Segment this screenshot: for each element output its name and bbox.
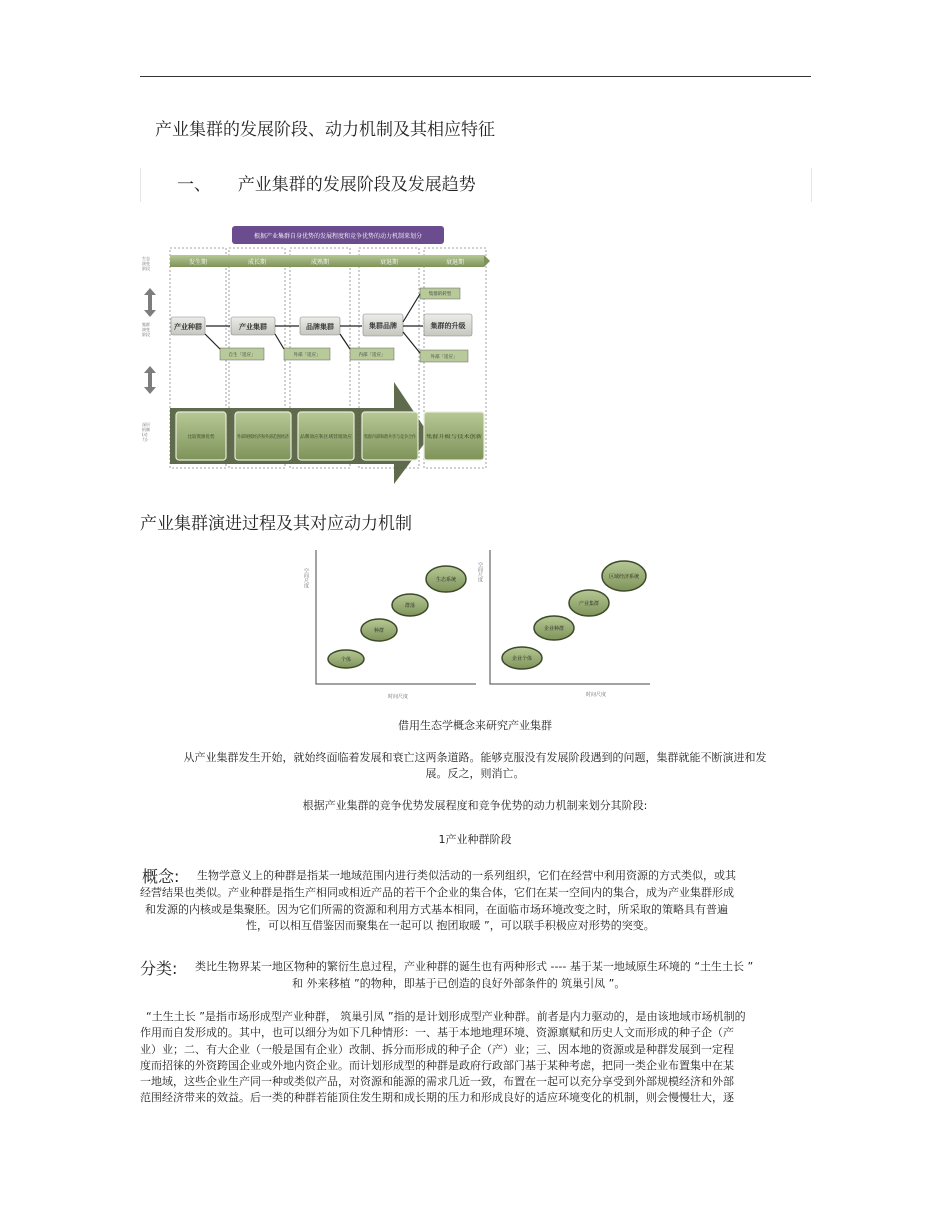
phase-label-1: 发生期 [188, 259, 208, 266]
left-stage-label-1: 个体 [340, 657, 352, 663]
stage-label-2: 产业集群 [239, 323, 267, 331]
sub-label-4: 外部「适应」 [430, 355, 458, 360]
paragraph-3-line-2: 作用而自发形成的。其中，也可以细分为如下几种情形：一、基于本地地理环境、资源禀赋和历史人文而形成的种子企（产 [140, 1026, 734, 1039]
sub-label-5: 集群的转型 [428, 292, 452, 297]
phase-label-2: 成长期 [247, 259, 267, 266]
ecology-analogy-figure [300, 548, 655, 703]
paragraph-3-line-6: 范围经济带来的效益。后一类的种群若能顶住发生期和成长期的压力和形成良好的适应环境变化的机制，则会慢慢壮大，逐 [140, 1091, 734, 1104]
concept-line-2: 经营结果也类似。产业种群是指生产相同或相近产品的若干个企业的集合体，它们在某一空间内的集合，成为产业集群形成 [140, 886, 734, 899]
left-label-cluster: 集群 [142, 322, 150, 327]
left-ylabel: 空间尺度 [303, 568, 309, 588]
section-2-heading: 产业集群演进过程及其对应动力机制 [140, 514, 412, 534]
mechanism-label-4: 集群内部和谐共享与竞争合作 [364, 435, 423, 440]
mechanism-label-5: 集群升级与技术创新 [426, 435, 467, 440]
sub-label-2: 外部「适应」 [293, 353, 321, 358]
page-title: 产业集群的发展阶段、动力机制及其相应特征 [155, 120, 495, 140]
paragraph-1-line-2: 展。反之，则消亡。 [425, 767, 525, 780]
left-label-eco-2: 演变 [142, 261, 150, 266]
phase-bar-arrow [484, 255, 490, 267]
axes [316, 550, 650, 684]
left-label-eco: 生态 [142, 256, 150, 261]
right-xlabel: 时间尺度 [586, 692, 607, 698]
classification-line-1: 类比生物界某一地区物种的繁衍生息过程，产业种群的诞生也有两种形式 ---- 基于某一地域原生环境的 “土生土长 ” [195, 960, 754, 973]
left-stage-label-2: 种群 [373, 628, 385, 634]
concept-line-1: 生物学意义上的种群是指某一地域范围内进行类似活动的一系列组织，它们在经营中利用资源的方式类似，或其 [197, 869, 736, 882]
left-label-mech-3: (动 [142, 432, 148, 437]
classification-label: 分类: [140, 959, 178, 978]
double-arrow-icon [144, 288, 156, 394]
figure-caption: 借用生态学概念来研究产业集群 [398, 719, 552, 732]
left-label-cluster-3: 阶段 [142, 332, 150, 337]
sub-label-1: 自生「适应」 [228, 353, 256, 358]
paragraph-2: 根据产业集群的竞争优势发展程度和竞争优势的动力机制来划分其阶段: [302, 799, 648, 812]
diagram-banner-text: 根据产业集群自身优势的发展程度和竞争优势的动力机制来划分 [253, 233, 423, 240]
phase-label-3: 成熟期 [310, 259, 330, 266]
stage-label-1: 产业种群 [174, 323, 202, 331]
left-xlabel: 时间尺度 [388, 694, 409, 700]
mechanism-label-2: 外部规模经济和外部范围经济 [237, 435, 296, 440]
phase-label-4: 衰退期 [379, 259, 399, 266]
concept-line-4: 性，可以相互借鉴因而聚集在一起可以 抱团取暖 ”，可以联手积极应对形势的突变。 [246, 919, 655, 932]
left-label-eco-3: 阶段 [142, 266, 150, 271]
section-heading [177, 170, 476, 195]
section-number: 一、 [177, 175, 211, 195]
right-stage-label-3: 产业集群 [578, 601, 600, 607]
paragraph-3-line-1: “土生土长 ”是指市场形成型产业种群， 筑巢引凤 ”指的是计划形成型产业种群。前者是内力驱动的，是由该地域市场机制的 [146, 1010, 746, 1023]
right-stage-label-1: 企业个体 [511, 656, 533, 662]
classification-line-2: 和 外来移植 ”的物种，即基于已创造的良好外部条件的 筑巢引凤 ”。 [292, 977, 626, 990]
header-rule [140, 76, 811, 77]
paragraph-1-line-1: 从产业集群发生开始，就始终面临着发展和衰亡这两条道路。能够克服没有发展阶段遇到的问题，集群就能不断演进和发 [183, 751, 767, 764]
mechanism-label-3: 品牌效应和区域营销效应 [300, 435, 350, 440]
left-stage-label-3: 群落 [404, 603, 416, 609]
concept-line-3: 和发源的内核或是集聚胚。因为它们所需的资源和利用方式基本相同，在面临市场环境改变之时，所采取的策略具有普遍 [145, 903, 728, 916]
phase-label-5: 衰退期 [445, 259, 465, 266]
right-stage-label-2: 企业种群 [543, 626, 565, 632]
stage-1-heading: 1产业种群阶段 [438, 833, 512, 846]
stage-label-4: 集群品牌 [369, 322, 397, 330]
section-title: 产业集群的发展阶段及发展趋势 [237, 175, 476, 195]
sub-label-3: 内部「适应」 [358, 353, 386, 358]
left-label-mech: 深层 [142, 422, 150, 427]
left-label-cluster-2: 演变 [142, 327, 150, 332]
mechanism-label-1: 比较资源优势 [187, 435, 215, 440]
left-label-mech-2: 机制 [142, 427, 150, 432]
stage-diagram [140, 222, 490, 490]
paragraph-3-line-4: 度而招徕的外资跨国企业或外地内资企业。而计划形成型的种群是政府行政部门基于某种考虑，把同一类企业布置集中在某 [140, 1059, 734, 1072]
concept-label: 概念: [142, 867, 180, 886]
stage-label-5: 集群的升级 [430, 322, 466, 330]
left-stage-label-4: 生态系统 [435, 577, 457, 583]
left-label-mech-4: 力) [142, 437, 148, 442]
right-stage-label-4: 区域经济系统 [608, 574, 640, 580]
stage-label-3: 品牌集群 [306, 323, 334, 331]
right-ylabel: 空间尺度 [477, 562, 483, 582]
paragraph-3-line-5: 一地域，这些企业生产同一种或类似产品，对资源和能源的需求几近一致，布置在一起可以充分享受到外部规模经济和外部 [140, 1075, 734, 1088]
paragraph-3-line-3: 业）业；二、有大企业（一般是国有企业）改制、拆分而形成的种子企（产）业；三、因本地的资源或是种群发展到一定程 [140, 1043, 734, 1056]
